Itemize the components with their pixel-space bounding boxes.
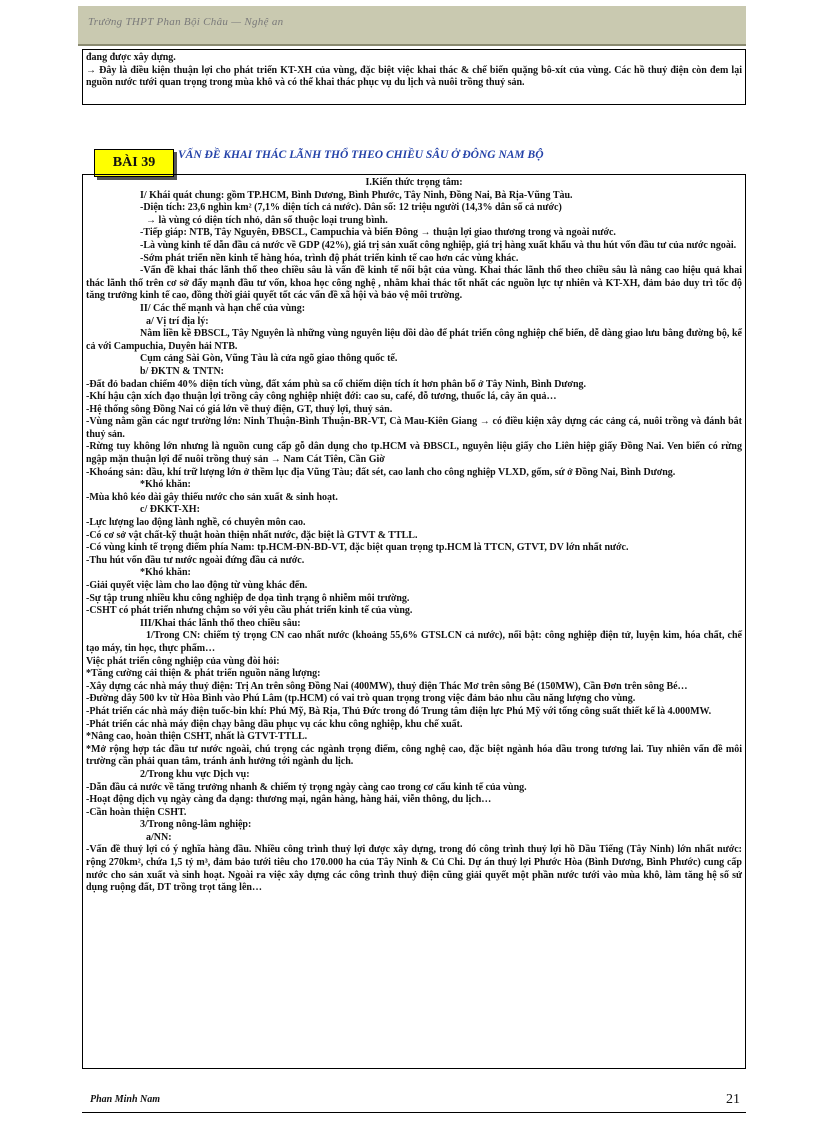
text-line: I/ Khái quát chung: gồm TP.HCM, Bình Dương, Bình Phước, Tây Ninh, Đồng Nai, Bà Rịa-Vũng Tàu. [140,189,573,201]
text-line: -Dẫn đầu cả nước về tăng trưởng nhanh & chiếm tỷ trọng ngày càng cao trong cơ cấu kinh tế của vùng. [86,781,527,793]
page-number: 21 [726,1092,740,1107]
text-line: -Mùa khô kéo dài gây thiếu nước cho sản xuất & sinh hoạt. [86,491,338,503]
text-line: -Khí hậu cận xích đạo thuận lợi trồng cây công nghiệp nhiệt đới: cao su, café, đỗ tương, thuốc lá, cây ăn quả… [86,391,557,403]
lesson-title: VẤN ĐỀ KHAI THÁC LÃNH THỔ THEO CHIỀU SÂU Ở ĐÔNG NAM BỘ [178,149,544,161]
text-line: -Là vùng kinh tế dẫn đầu cả nước về GDP (42%), giá trị sản xuất công nghiệp, giá trị hàng xuất khẩu và thu hút vốn đầu tư của nước ngoài. [140,239,737,251]
text-line: Cụm cảng Sài Gòn, Vũng Tàu là cửa ngõ giao thông quốc tế. [140,353,398,365]
text-line: Nằm liền kề ĐBSCL, Tây Nguyên là những vùng nguyên liệu dồi dào để phát triển công nghiệp chế biến, dễ dàng giao lưu bằng đường bộ, kể cả với Campuchia, Duyên hải NTB. [86,328,742,352]
subsection-heading: a/ Vị trí địa lý: [146,315,209,327]
text-line: -Giải quyết việc làm cho lao động từ vùng khác đến. [86,580,308,591]
lesson-title-row [88,145,748,175]
text-line: -Vấn đề thuỷ lợi có ý nghĩa hàng đầu. Nhiều công trình thuỷ lợi được xây dựng, trong đó công trình thuỷ lợi hồ Dầu Tiếng (Tây Ninh) lớn nhất nước: rộng 270km², chứa 1,5 tỷ m³, đảm bảo tưới tiêu cho 170.000 ha của Tây Ninh & Củ Chi. Dự án thuỷ lợi Phước Hòa (Bình Dương, Bình Phước) cung cấp nước cho sản xuất và sinh hoạt. Ngoài ra việc xây dựng các công trình thuỷ điện cũng giải quyết một phần nước tưới vào mùa khô, làm tăng hệ số sử dụng ruộng đất, DT trồng trọt tăng lên… [86,844,742,894]
text-line: -Phát triển các nhà máy điện chạy bằng dầu phục vụ các khu công nghiệp, khu chế xuất. [86,718,463,730]
subsection-heading: *Khó khăn: [140,567,191,579]
text-line: -Có vùng kinh tế trọng điểm phía Nam: tp.HCM-ĐN-BD-VT, đặc biệt quan trọng tp.HCM là TTCN, GTVT, DV lớn nhất nước. [86,542,629,554]
text-line: -Diện tích: 23,6 nghìn km² (7,1% diện tích cả nước). Dân số: 12 triệu người (14,3% dân số cả nước) [140,202,562,214]
school-name: Trường THPT Phan Bội Châu — Nghệ an [88,16,284,28]
text-line: -Vấn đề khai thác lãnh thổ theo chiều sâu là vấn đề kinh tế nổi bật của vùng. Khai thác lãnh thổ theo chiều sâu là nâng cao hiệu quả khai thác lãnh thổ trên cơ sở đẩy mạnh đầu tư vốn, khoa học công nghệ , nhằm khai thác tốt nhất các nguồn lực tự nhiên và KT-XH, đảm bảo duy trì tốc độ tăng trưởng kinh tế cao, đồng thời giải quyết tốt các vấn đề xã hội và bảo vệ môi trường. [86,265,742,302]
author-signature: Phan Minh Nam [90,1094,161,1105]
text-line: -Hoạt động dịch vụ ngày càng đa dạng: thương mại, ngân hàng, hàng hải, viễn thông, du lịch… [86,794,492,806]
text-line: -Hệ thống sông Đồng Nai có giá lớn về thuỷ điện, GT, thuỷ lợi, thuỷ sản. [86,403,393,415]
subsection-heading: a/NN: [146,831,172,843]
subsection-heading: *Khó khăn: [140,479,191,491]
subsection-heading: 3/Trong nông-lâm nghiệp: [140,819,252,831]
text-line: -CSHT có phát triển nhưng chậm so với yêu cầu phát triển kinh tế của vùng. [86,605,413,617]
content-box [82,174,746,1069]
text-line: -Phát triển các nhà máy điện tuốc-bin khí: Phú Mỹ, Bà Rịa, Thủ Đức trong đó Trung tâm điện lực Phú Mỹ với tổng công suất thiết kế là 4.000MW. [86,705,712,717]
text-line: -Đất đỏ badan chiếm 40% diện tích vùng, đất xám phù sa cổ chiếm diện tích ít hơn phân bố ở Tây Ninh, Bình Dương. [86,378,587,390]
subsection-heading: 2/Trong khu vực Dịch vụ: [140,768,250,780]
text-line: -Vùng nằm gần các ngư trường lớn: Ninh Thuận-Bình Thuận-BR-VT, Cà Mau-Kiên Giang → có điều kiện xây dựng các cảng cá, nuôi trồng và đánh bắt thuỷ sản. [86,416,742,440]
subsection-heading: b/ ĐKTN & TNTN: [140,365,224,377]
text-line: -Sớm phát triển nền kinh tế hàng hóa, trình độ phát triển kinh tế cao hơn các vùng khác. [140,252,519,264]
text-line: -Rừng tuy không lớn nhưng là nguồn cung cấp gỗ dân dụng cho tp.HCM và ĐBSCL, nguyên liệu giấy cho Liên hiệp giấy Đồng Nai. Ven biển có rừng ngập mặn thuận lợi để nuôi trồng thuỷ sản → Nam Cát Tiên, Cần Giờ [86,441,742,466]
text-line: -Cần hoàn thiện CSHT. [86,806,187,818]
text-line: *Tăng cường cải thiện & phát triển nguồn năng lượng: [86,668,321,680]
intro-box [82,49,746,105]
subsection-heading: c/ ĐKKT-XH: [140,504,200,516]
section-heading: III/Khai thác lãnh thổ theo chiều sâu: [140,617,301,629]
text-line: *Nâng cao, hoàn thiện CSHT, nhất là GTVT-TTLL. [86,731,308,743]
text-line: -Đường dây 500 kv từ Hòa Bình vào Phú Lâm (tp.HCM) có vai trò quan trọng trong việc đảm bảo nhu cầu năng lượng cho vùng. [86,693,636,705]
text-line: *Mở rộng hợp tác đầu tư nước ngoài, chú trọng các ngành trọng điểm, công nghệ cao, đặc biệt ngành hóa dầu trong tương lai. Tuy nhiên vấn đề môi trường cần phải quan tâm, tránh ảnh hưởng tới ngành du lịch. [86,743,742,768]
text-line: -Lực lượng lao động lành nghề, có chuyên môn cao. [86,517,306,529]
text-line: 1/Trong CN: chiếm tỷ trọng CN cao nhất nước (khoảng 55,6% GTSLCN cả nước), nổi bật: công nghiệp điện tử, luyện kim, hóa chất, chế tạo máy, tin học, thực phẩm… [86,630,742,654]
section-heading: II/ Các thế mạnh và hạn chế của vùng: [140,302,306,314]
page-footer [82,1092,746,1113]
lesson-badge: BÀI 39 [94,149,174,177]
text-line: -Thu hút vốn đầu tư nước ngoài đứng đầu cả nước. [86,554,305,566]
text-line: -Có cơ sở vật chất-kỹ thuật hoàn thiện nhất nước, đặc biệt là GTVT & TTLL. [86,529,418,541]
text-line: -Xây dựng các nhà máy thuỷ điện: Trị An trên sông Đồng Nai (400MW), thuỷ điện Thác Mơ trên sông Bé (150MW), Cần Đơn trên sông Bé… [86,680,688,692]
page-header [78,6,746,46]
text-line: → là vùng có diện tích nhỏ, dân số thuộc loại trung bình. [146,214,388,226]
section-heading: I.Kiến thức trọng tâm: [365,177,463,188]
text-line: -Sự tập trung nhiều khu công nghiệp đe dọa tình trạng ô nhiễm môi trường. [86,592,410,604]
text-line: -Khoáng sản: dầu, khí trữ lượng lớn ở thềm lục địa Vũng Tàu; đất sét, cao lanh cho công nghiệp VLXD, gốm, sứ ở Đồng Nai, Bình Dương. [86,466,676,478]
text-line: -Tiếp giáp: NTB, Tây Nguyên, ĐBSCL, Campuchia và biển Đông → thuận lợi giao thương trong và ngoài nước. [140,227,616,239]
intro-line: đang được xây dựng. [86,52,176,63]
text-line: Việc phát triển công nghiệp của vùng đòi hỏi: [86,655,280,667]
intro-line: → Đây là điều kiện thuận lợi cho phát triển KT-XH của vùng, đặc biệt việc khai thác & chế biến quặng bô-xít của vùng. Các hồ thuỷ điện còn đem lại nguồn nước tưới quan trọng trong mùa khô và có thể khai thác phục vụ du lịch và nuôi trồng thuỷ sản. [86,64,742,89]
